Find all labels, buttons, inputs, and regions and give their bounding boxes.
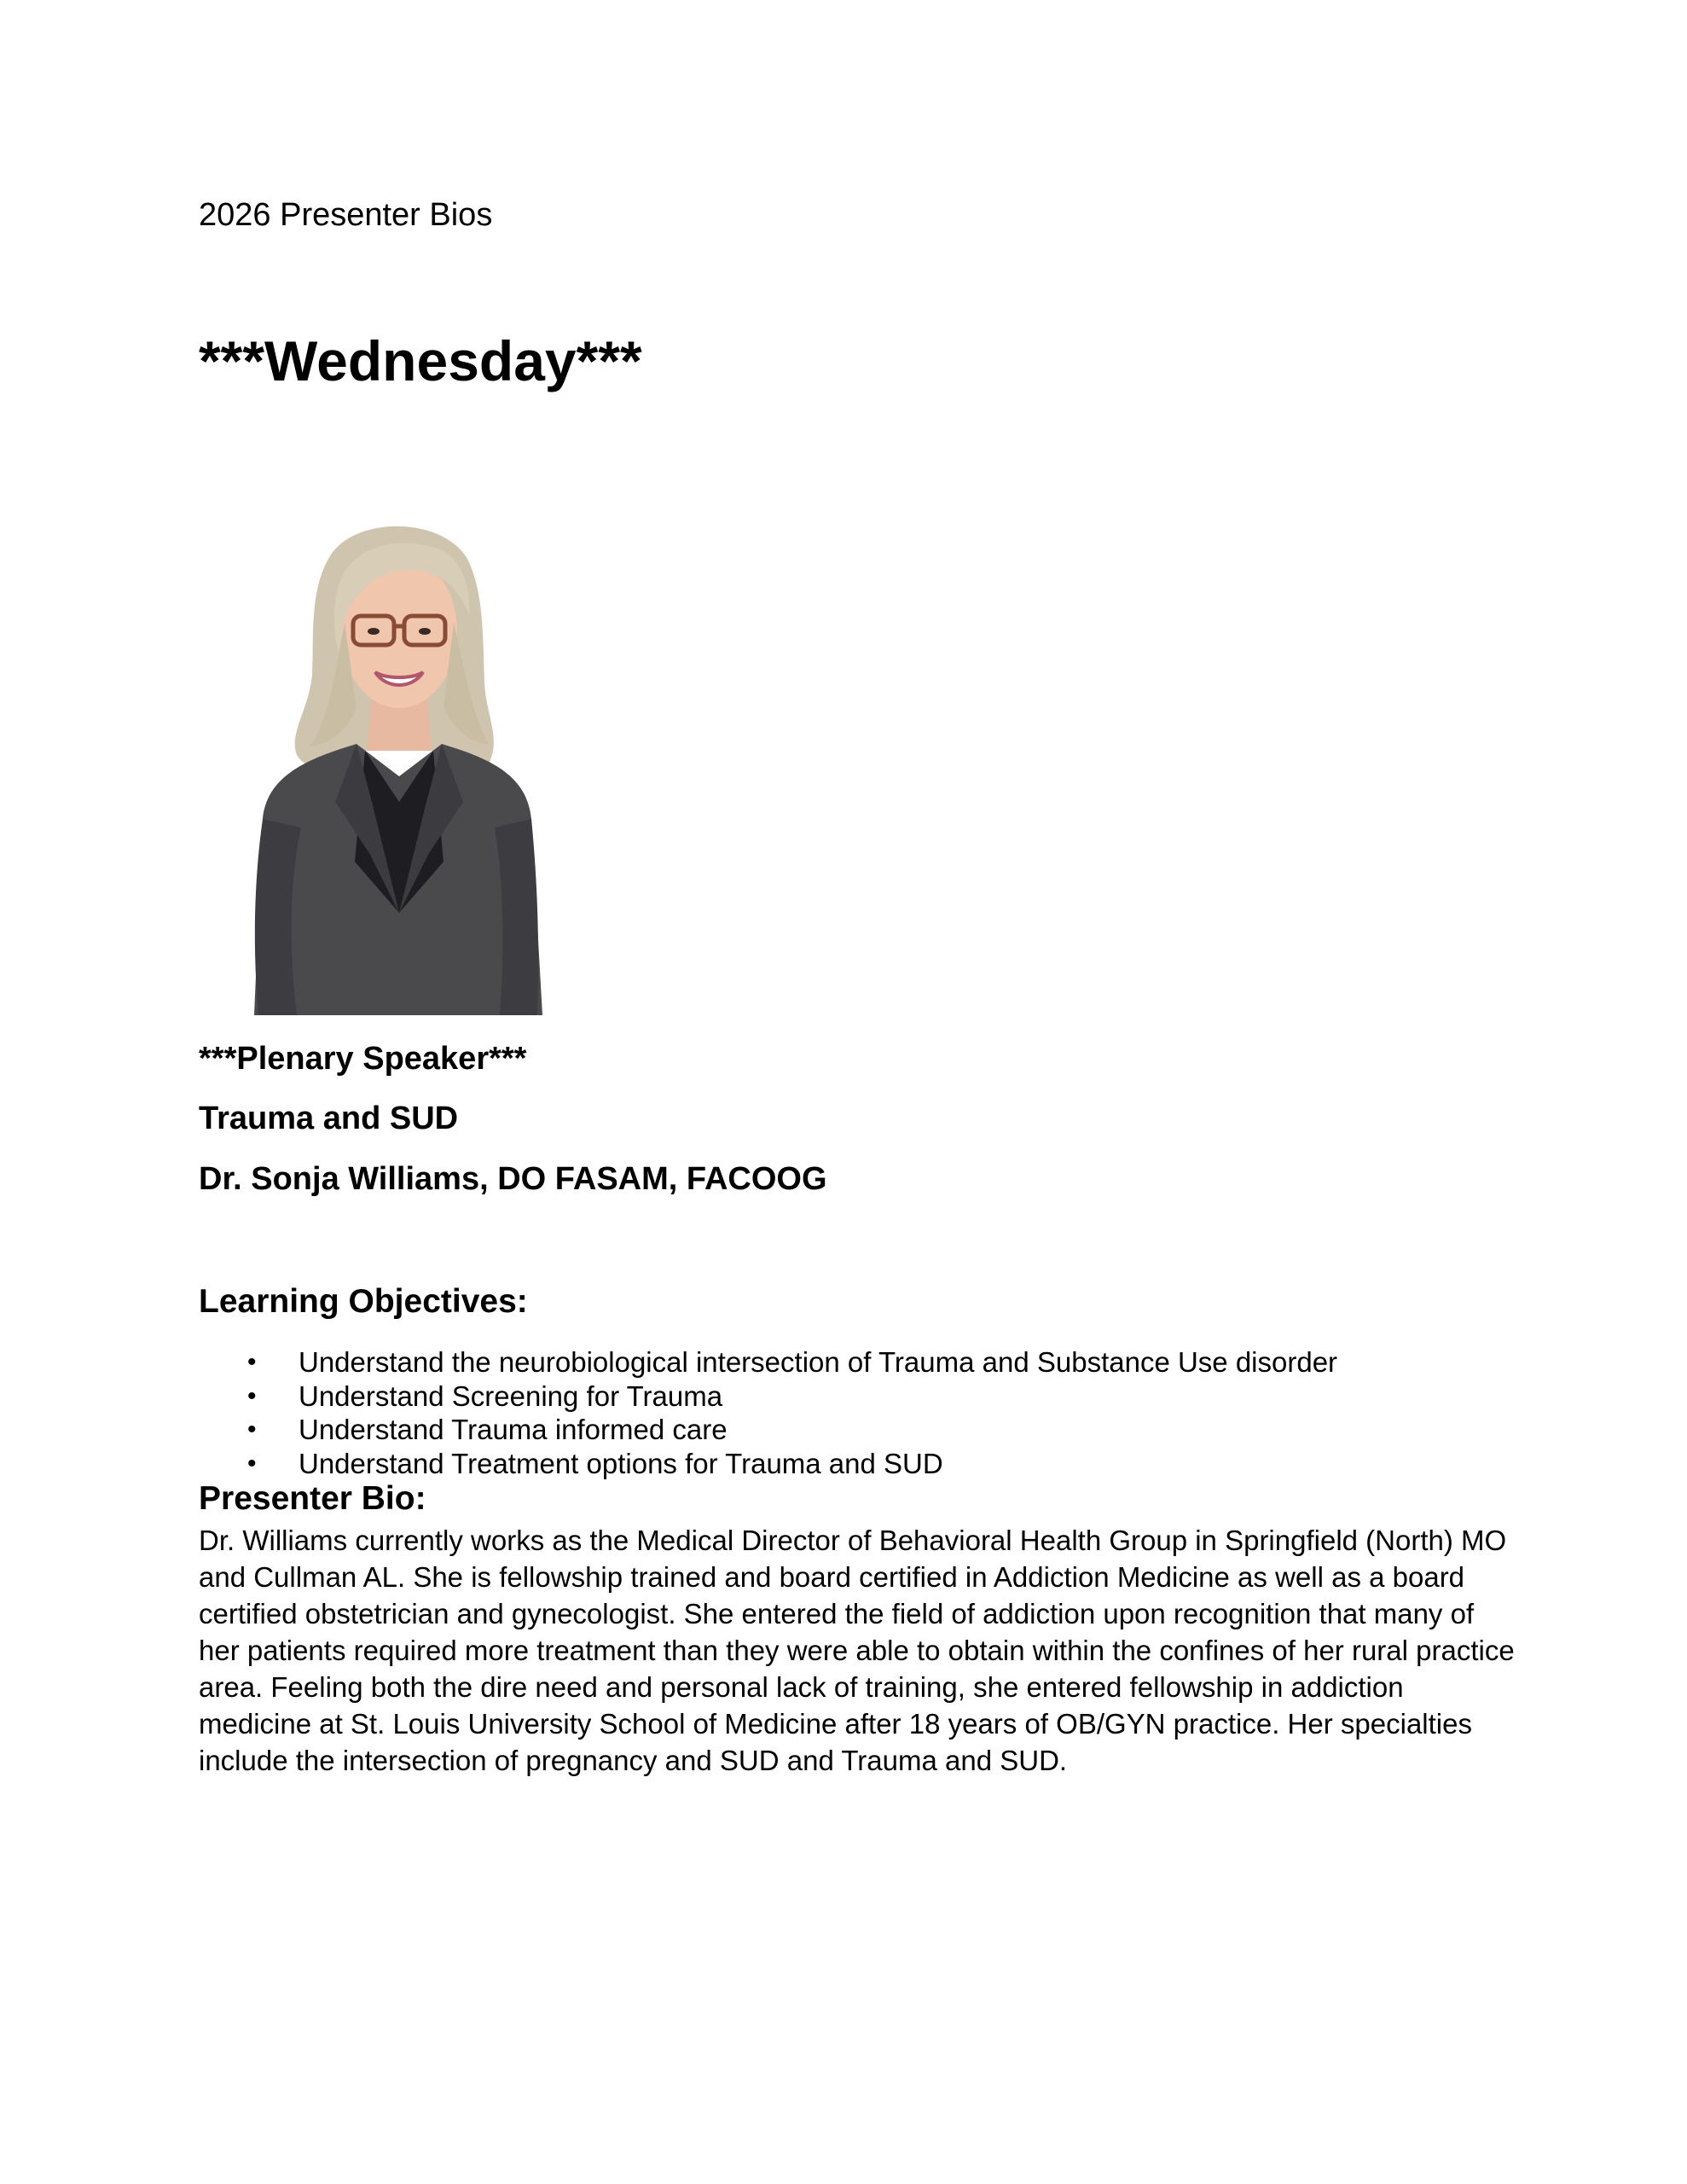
objective-text: Understand Treatment options for Trauma and SUD [299,1447,943,1479]
list-item [199,1413,1337,1447]
plenary-speaker-label: ***Plenary Speaker*** [199,1041,527,1077]
bullet-icon: • [247,1415,257,1443]
speaker-portrait-photo [229,520,542,1015]
presenter-bio-paragraph [199,1522,1515,1779]
learning-objectives-list [199,1345,1337,1480]
portrait-illustration [229,520,542,1015]
objective-text: Understand Trauma informed care [299,1414,728,1445]
session-title: Trauma and SUD [199,1101,459,1136]
list-item [199,1447,1337,1481]
list-item [199,1380,1337,1414]
bio-line: Dr. Williams currently works as the Medical Director of Behavioral Health Group in Springfield (North) MO [199,1525,1507,1556]
objective-text: Understand Screening for Trauma [299,1380,723,1412]
bullet-icon: • [247,1381,257,1410]
presenter-bio-heading: Presenter Bio: [199,1480,426,1517]
learning-objectives-heading: Learning Objectives: [199,1283,528,1320]
list-item [199,1345,1337,1380]
bullet-icon: • [247,1348,257,1376]
bio-line: area. Feeling both the dire need and personal lack of training, she entered fellowship in addiction [199,1671,1404,1703]
bio-line: and Cullman AL. She is fellowship trained and board certified in Addiction Medicine as well as a board [199,1561,1465,1593]
objective-text: Understand the neurobiological intersection of Trauma and Substance Use disorder [299,1346,1338,1378]
day-heading: ***Wednesday*** [199,329,642,392]
document-header: 2026 Presenter Bios [199,197,493,233]
bio-line: her patients required more treatment than they were able to obtain within the confines of her rural practice [199,1635,1515,1666]
bullet-icon: • [247,1449,257,1478]
bio-line: certified obstetrician and gynecologist. She entered the field of addiction upon recognition that many of [199,1598,1475,1629]
bio-line: include the intersection of pregnancy and SUD and Trauma and SUD. [199,1745,1068,1776]
bio-line: medicine at St. Louis University School of Medicine after 18 years of OB/GYN practice. Her specialties [199,1708,1472,1740]
speaker-name: Dr. Sonja Williams, DO FASAM, FACOOG [199,1161,827,1197]
